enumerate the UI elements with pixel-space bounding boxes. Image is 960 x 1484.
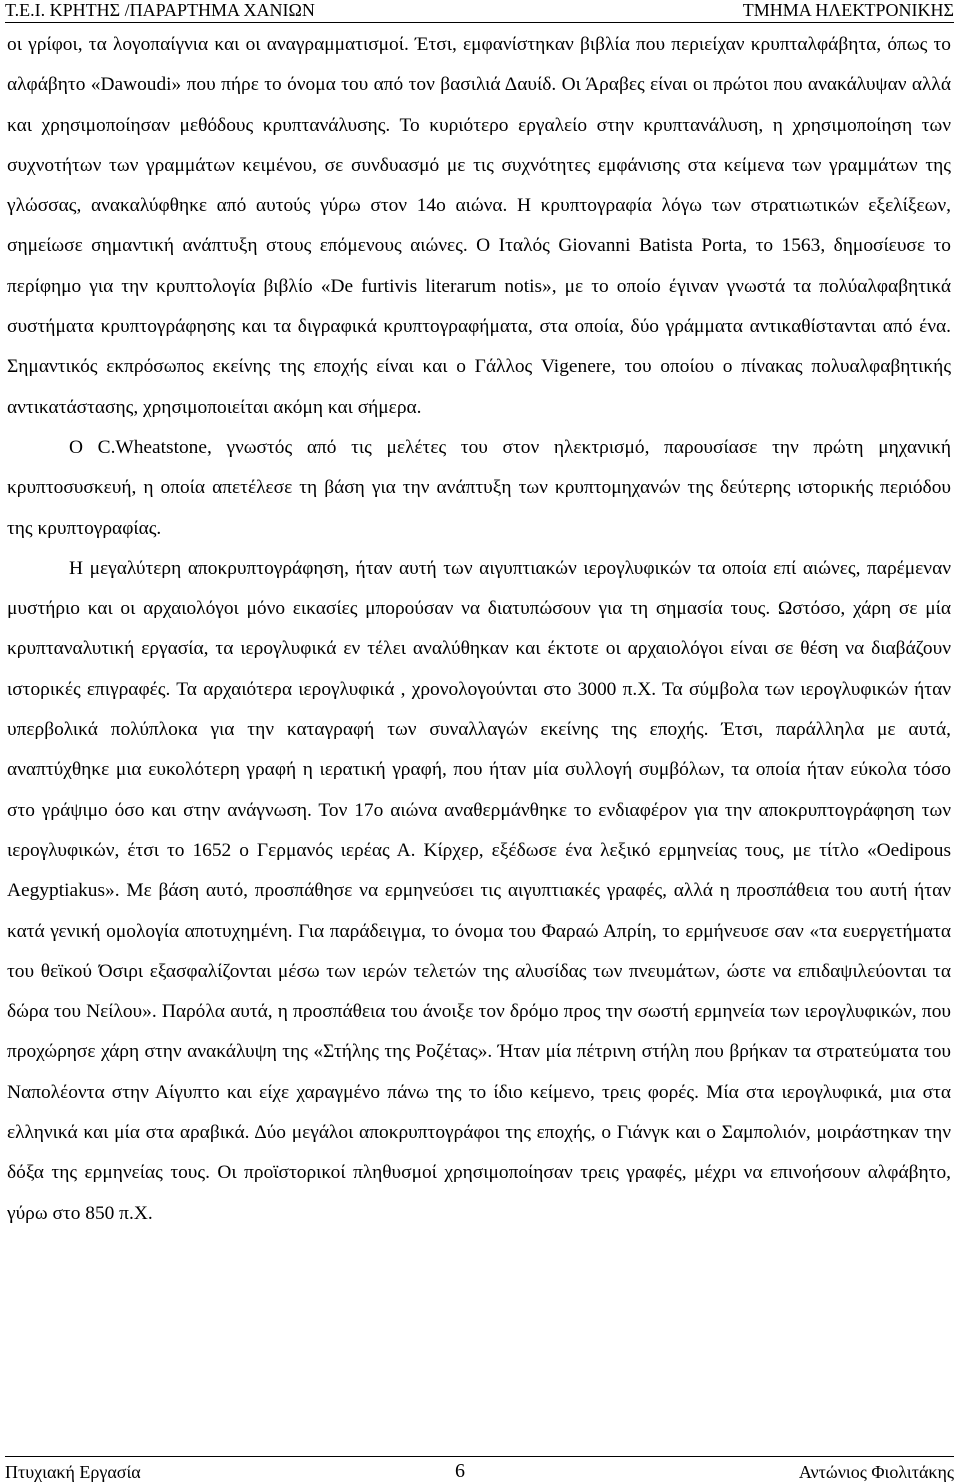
footer-author: Αντώνιος Φιολιτάκης (798, 1462, 954, 1482)
page-footer (5, 1456, 954, 1483)
page-header (5, 0, 954, 23)
paragraph-1: οι γρίφοι, τα λογοπαίγνια και οι αναγραμματισμοί. Έτσι, εμφανίστηκαν βιβλία που περιείχαν κρυπταλφάβητα, όπως το αλφάβητο «Dawoudi» που πήρε το όνομα του από τον βασιλιά Δαυίδ. Οι Άραβες είναι οι πρώτοι που ανακάλυψαν αλλά και χρησιμοποίησαν μεθόδους κρυπτανάλυσης. Το κυριότερο εργαλείο στην κρυπτανάλυση, η χρησιμοποίηση των συχνοτήτων των γραμμάτων κειμένου, σε συνδυασμό με τις συχνότητες εμφάνισης στα κείμενα των γραμμάτων της γλώσσας, ανακαλύφθηκε από αυτούς γύρω στον 14ο αιώνα. Η κρυπτογραφία λόγω των στρατιωτικών εξελίξεων, σημείωσε σημαντική ανάπτυξη στους επόμενους αιώνες. Ο Ιταλός Giovanni Batista Porta, το 1563, δημοσίευσε το περίφημο για την κρυπτολογία βιβλίο «De furtivis literarum notis», με το οποίο έγιναν γνωστά τα πολύαλφαβητικά συστήματα κρυπτογράφησης και τα διγραφικά κρυπτογραφήματα, στα οποία, δύο γράμματα αντικαθίστανται από ένα. Σημαντικός εκπρόσωπος εκείνης της εποχής είναι και ο Γάλλος Vigenere, του οποίου ο πίνακας πολυαλφαβητικής αντικατάστασης, χρησιμοποιείται ακόμη και σήμερα. (7, 34, 951, 418)
page-number: 6 (455, 1460, 465, 1482)
paragraph-3: Η μεγαλύτερη αποκρυπτογράφηση, ήταν αυτή των αιγυπτιακών ιερογλυφικών τα οποία επί αιώνες, παρέμεναν μυστήριο και οι αρχαιολόγοι μόνο εικασίες μπορούσαν να διατυπώσουν για τη σημασία τους. Ωστόσο, χάρη σε μία κρυπταναλυτική εργασία, τα ιερογλυφικά εν τέλει αναλύθηκαν και έκτοτε οι αρχαιολόγοι είναι σε θέση να διαβάζουν ιστορικές επιγραφές. Τα αρχαιότερα ιερογλυφικά , χρονολογούνται στο 3000 π.Χ. Τα σύμβολα των ιερογλυφικών ήταν υπερβολικά πολύπλοκα για την καταγραφή των συναλλαγών εκείνης της εποχής. Έτσι, παράλληλα με αυτά, αναπτύχθηκε μια ευκολότερη γραφή η ιερατική γραφή, που ήταν μία συλλογή συμβόλων, τα οποία ήταν εύκολα τόσο στο γράψιμο όσο και στην ανάγνωση. Τον 17ο αιώνα αναθερμάνθηκε το ενδιαφέρον για την αποκρυπτογράφηση των ιερογλυφικών, έτσι το 1652 ο Γερμανός ιερέας Α. Κίρχερ, εξέδωσε ένα λεξικό ερμηνείας τους, με τίτλο «Oedipous Aegyptiakus». Με βάση αυτό, προσπάθησε να ερμηνεύσει τις αιγυπτιακές γραφές, αλλά η προσπάθεια του αυτή ήταν κατά γενική ομολογία αποτυχημένη. Για παράδειγμα, το όνομα του Φαραώ Απρίη, το ερμήνευσε σαν «τα ευεργετήματα του θεϊκού Όσιρι εξασφαλίζονται μέσω των ιερών τελετών της αλυσίδας των πνευμάτων, ώστε να επιδαψιλεύονται τα δώρα του Νείλου». Παρόλα αυτά, η προσπάθεια του άνοιξε τον δρόμο προς την σωστή ερμηνεία των ιερογλυφικών, που προχώρησε χάρη στην ανακάλυψη της «Στήλης της Ροζέτας». Ήταν μία πέτρινη στήλη που βρήκαν τα στρατεύματα του Ναπολέοντα στην Αίγυπτο και είχε χαραγμένο πάνω της το ίδιο κείμενο, τρεις φορές. Μία στα ιερογλυφικά, μια στα ελληνικά και μία στα αραβικά. Δύο μεγάλοι αποκρυπτογράφοι της εποχής, ο Γιάνγκ και ο Σαμπολιόν, μοιράστηκαν την δόξα της ερμηνείας τους. Οι προϊστορικοί πληθυσμοί χρησιμοποίησαν τρεις γραφές, μέχρι να επινοήσουν αλφάβητο, γύρω στο 850 π.Χ. (7, 557, 951, 1224)
document-body (7, 25, 951, 1234)
header-department: ΤΜΗΜΑ ΗΛΕΚΤΡΟΝΙΚΗΣ (742, 0, 954, 20)
footer-document-type: Πτυχιακή Εργασία (5, 1462, 141, 1482)
header-institution: Τ.Ε.Ι. ΚΡΗΤΗΣ /ΠΑΡΑΡΤΗΜΑ ΧΑΝΙΩΝ (5, 0, 315, 20)
paragraph-2: Ο C.Wheatstone, γνωστός από τις μελέτες του στον ηλεκτρισμό, παρουσίασε την πρώτη μηχανική κρυπτοσυσκευή, η οποία απετέλεσε τη βάση για την ανάπτυξη των κρυπτομηχανών της δεύτερης ιστορικής περιόδου της κρυπτογραφίας. (7, 436, 951, 539)
